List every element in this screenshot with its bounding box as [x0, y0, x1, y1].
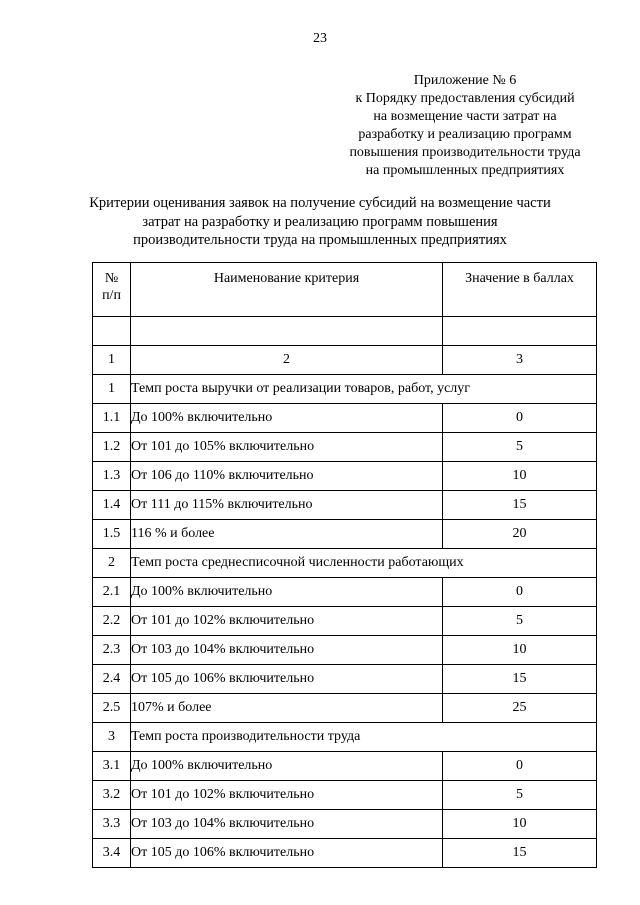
- criterion-row: [93, 665, 597, 694]
- criterion-score: 25: [443, 694, 597, 723]
- criterion-score: 0: [443, 404, 597, 433]
- criterion-row: [93, 752, 597, 781]
- criterion-number: 1: [93, 375, 131, 404]
- criterion-name: До 100% включительно: [131, 578, 443, 607]
- criterion-row: [93, 433, 597, 462]
- criterion-number: 3.2: [93, 781, 131, 810]
- criterion-score: 0: [443, 752, 597, 781]
- column-number: 1: [93, 346, 131, 375]
- column-number: 3: [443, 346, 597, 375]
- criterion-row: [93, 694, 597, 723]
- criterion-number: 2: [93, 549, 131, 578]
- title-line: производительности труда на промышленных предприятиях: [133, 232, 507, 248]
- criterion-row: [93, 636, 597, 665]
- criterion-row: [93, 578, 597, 607]
- criterion-name: От 105 до 106% включительно: [131, 839, 443, 868]
- header-name: Наименование критерия: [131, 263, 443, 317]
- criterion-group-row: [93, 549, 597, 578]
- spacer-row: [93, 317, 597, 346]
- criterion-name: 107% и более: [131, 694, 443, 723]
- header-num-line2: п/п: [102, 288, 121, 303]
- criterion-score: 15: [443, 665, 597, 694]
- criterion-name: От 101 до 102% включительно: [131, 781, 443, 810]
- appendix-line: разработку и реализацию программ: [358, 127, 572, 142]
- criterion-name: От 106 до 110% включительно: [131, 462, 443, 491]
- criterion-group-name: Темп роста среднесписочной численности работающих: [131, 549, 597, 578]
- appendix-line: на промышленных предприятиях: [365, 163, 565, 178]
- criterion-row: [93, 607, 597, 636]
- criterion-name: От 103 до 104% включительно: [131, 636, 443, 665]
- appendix-line: на возмещение части затрат на: [373, 109, 557, 124]
- criterion-name: От 103 до 104% включительно: [131, 810, 443, 839]
- criterion-score: 10: [443, 462, 597, 491]
- criterion-score: 10: [443, 810, 597, 839]
- criterion-number: 1.1: [93, 404, 131, 433]
- criterion-score: 5: [443, 607, 597, 636]
- criterion-name: 116 % и более: [131, 520, 443, 549]
- criterion-name: До 100% включительно: [131, 404, 443, 433]
- criterion-score: 15: [443, 491, 597, 520]
- criterion-name: От 105 до 106% включительно: [131, 665, 443, 694]
- criterion-number: 3: [93, 723, 131, 752]
- appendix-line: Приложение № 6: [413, 73, 517, 88]
- criterion-score: 5: [443, 433, 597, 462]
- criterion-number: 3.1: [93, 752, 131, 781]
- criterion-name: До 100% включительно: [131, 752, 443, 781]
- criterion-group-row: [93, 375, 597, 404]
- page-number: 23: [313, 31, 327, 46]
- appendix-line: к Порядку предоставления субсидий: [355, 91, 575, 106]
- header-num-line1: №: [104, 271, 119, 286]
- criterion-group-row: [93, 723, 597, 752]
- criterion-row: [93, 520, 597, 549]
- title-line: затрат на разработку и реализацию программ повышения: [142, 213, 498, 230]
- criterion-name: От 101 до 102% включительно: [131, 607, 443, 636]
- criterion-row: [93, 810, 597, 839]
- criterion-score: 0: [443, 578, 597, 607]
- criterion-number: 2.1: [93, 578, 131, 607]
- criterion-row: [93, 839, 597, 868]
- criterion-number: 2.4: [93, 665, 131, 694]
- criterion-row: [93, 404, 597, 433]
- appendix-header: [330, 72, 600, 180]
- criterion-number: 1.5: [93, 520, 131, 549]
- criterion-score: 20: [443, 520, 597, 549]
- criterion-score: 10: [443, 636, 597, 665]
- criterion-score: 5: [443, 781, 597, 810]
- column-number: 2: [131, 346, 443, 375]
- header-score: Значение в баллах: [443, 263, 597, 317]
- criterion-name: От 101 до 105% включительно: [131, 433, 443, 462]
- column-number-row: [93, 346, 597, 375]
- criterion-score: 15: [443, 839, 597, 868]
- criteria-table: [92, 262, 597, 868]
- criterion-row: [93, 491, 597, 520]
- criterion-number: 1.2: [93, 433, 131, 462]
- criterion-number: 2.3: [93, 636, 131, 665]
- appendix-line: повышения производительности труда: [349, 145, 581, 160]
- criterion-number: 1.4: [93, 491, 131, 520]
- header-num: [93, 263, 131, 317]
- criterion-number: 2.5: [93, 694, 131, 723]
- criterion-number: 3.3: [93, 810, 131, 839]
- table-header-row: [93, 263, 597, 317]
- document-title: [60, 194, 580, 250]
- criterion-number: 2.2: [93, 607, 131, 636]
- criterion-group-name: Темп роста выручки от реализации товаров, работ, услуг: [131, 375, 597, 404]
- criterion-row: [93, 781, 597, 810]
- criterion-row: [93, 462, 597, 491]
- criterion-name: От 111 до 115% включительно: [131, 491, 443, 520]
- criterion-number: 1.3: [93, 462, 131, 491]
- title-line: Критерии оценивания заявок на получение субсидий на возмещение части: [89, 195, 551, 211]
- criterion-number: 3.4: [93, 839, 131, 868]
- criterion-group-name: Темп роста производительности труда: [131, 723, 597, 752]
